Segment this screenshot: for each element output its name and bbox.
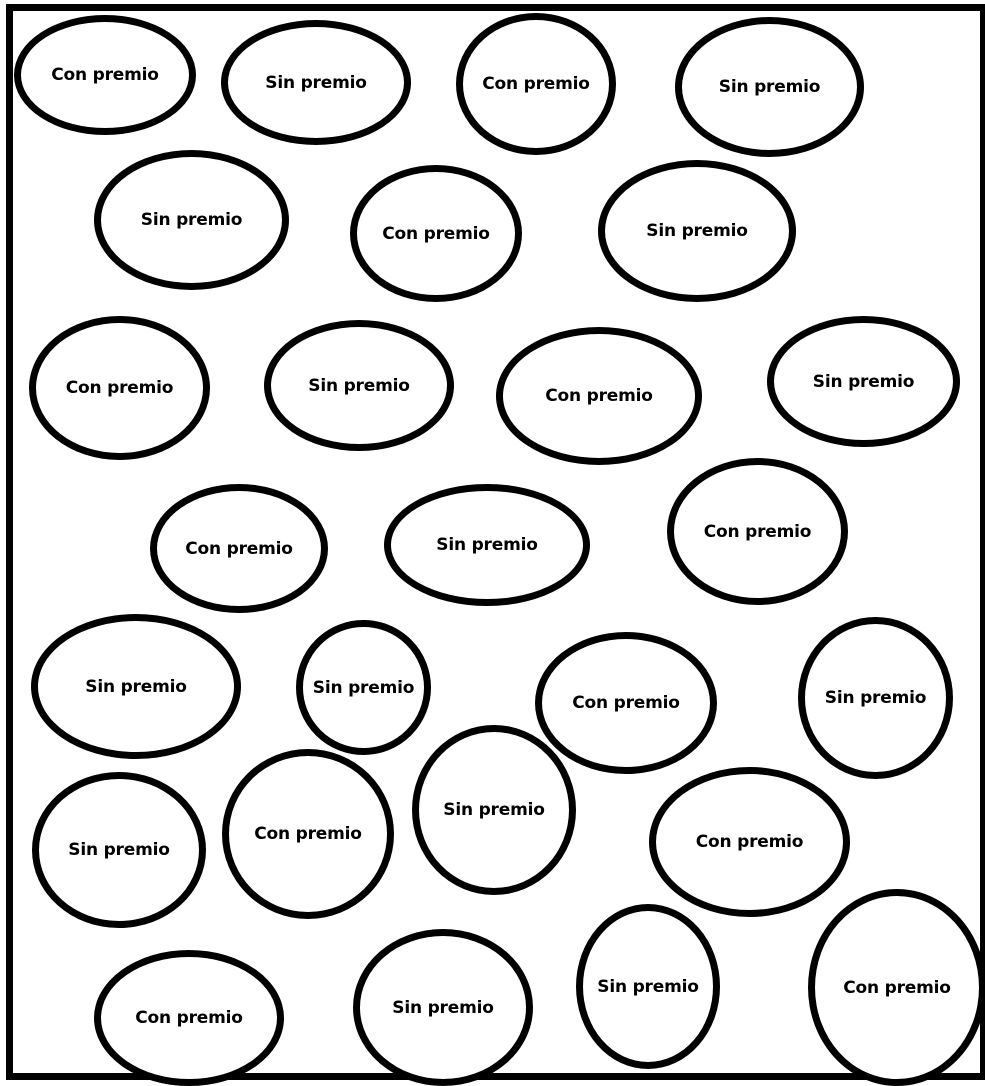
- prize-bubble[interactable]: [14, 15, 196, 135]
- prize-bubble-label: Sin premio: [436, 535, 538, 555]
- prize-bubble-label: Sin premio: [140, 210, 243, 230]
- prize-bubble-label: Con premio: [843, 977, 951, 998]
- prize-bubble[interactable]: [384, 484, 590, 606]
- prize-bubble[interactable]: [94, 150, 289, 290]
- prize-bubble-label: Sin premio: [812, 371, 915, 392]
- prize-bubble[interactable]: [264, 320, 454, 451]
- prize-bubble[interactable]: [221, 20, 411, 145]
- prize-bubble[interactable]: [675, 17, 864, 157]
- prize-bubble[interactable]: [798, 617, 953, 779]
- prize-bubble-label: Con premio: [572, 693, 680, 713]
- prize-bubble-label: Sin premio: [646, 221, 748, 241]
- prize-bubble[interactable]: [296, 620, 431, 755]
- prize-bubble[interactable]: [94, 950, 284, 1086]
- prize-bubble-label: Sin premio: [824, 688, 927, 708]
- prize-bubble[interactable]: [222, 749, 394, 919]
- prize-bubble[interactable]: [353, 929, 533, 1086]
- prize-bubble-label: Con premio: [382, 223, 490, 244]
- prize-bubble[interactable]: [412, 725, 576, 895]
- prize-bubble[interactable]: [350, 165, 522, 302]
- prize-bubble-label: Con premio: [254, 824, 362, 844]
- prize-bubble-label: Sin premio: [392, 997, 494, 1018]
- prize-bubble-label: Con premio: [703, 521, 812, 542]
- prize-bubble[interactable]: [535, 632, 717, 774]
- prize-bubble[interactable]: [767, 316, 960, 447]
- prize-bubble-label: Sin premio: [265, 72, 367, 93]
- prize-bubble-label: Sin premio: [68, 840, 170, 860]
- prize-bubble-label: Sin premio: [312, 677, 415, 698]
- prize-bubble[interactable]: [667, 458, 848, 605]
- prize-bubble-label: Con premio: [135, 1008, 243, 1028]
- prize-bubble-label: Sin premio: [85, 676, 187, 697]
- prize-bubble[interactable]: [649, 767, 850, 917]
- prize-bubble[interactable]: [32, 772, 206, 928]
- prize-bubble-label: Sin premio: [597, 976, 699, 997]
- board-frame-right-edge: [980, 4, 985, 1080]
- prize-bubble[interactable]: [29, 316, 210, 460]
- prize-bubble-label: Sin premio: [443, 800, 545, 820]
- prize-bubble-label: Sin premio: [718, 77, 821, 97]
- prize-bubble[interactable]: [456, 13, 616, 155]
- prize-bubble-label: Sin premio: [308, 375, 410, 396]
- prize-bubble-label: Con premio: [51, 65, 159, 85]
- prize-bubble-label: Con premio: [185, 538, 293, 559]
- prize-bubble-label: Con premio: [545, 386, 653, 406]
- prize-bubble[interactable]: [31, 614, 241, 759]
- prize-bubble[interactable]: [150, 484, 328, 613]
- prize-bubble[interactable]: [496, 327, 702, 465]
- prize-bubble-label: Con premio: [65, 378, 174, 398]
- prize-bubble[interactable]: [598, 160, 796, 302]
- prize-bubble-label: Con premio: [695, 832, 804, 852]
- prize-bubble[interactable]: [808, 889, 985, 1086]
- prize-bubble[interactable]: [576, 904, 720, 1069]
- prize-bubble-label: Con premio: [482, 74, 590, 94]
